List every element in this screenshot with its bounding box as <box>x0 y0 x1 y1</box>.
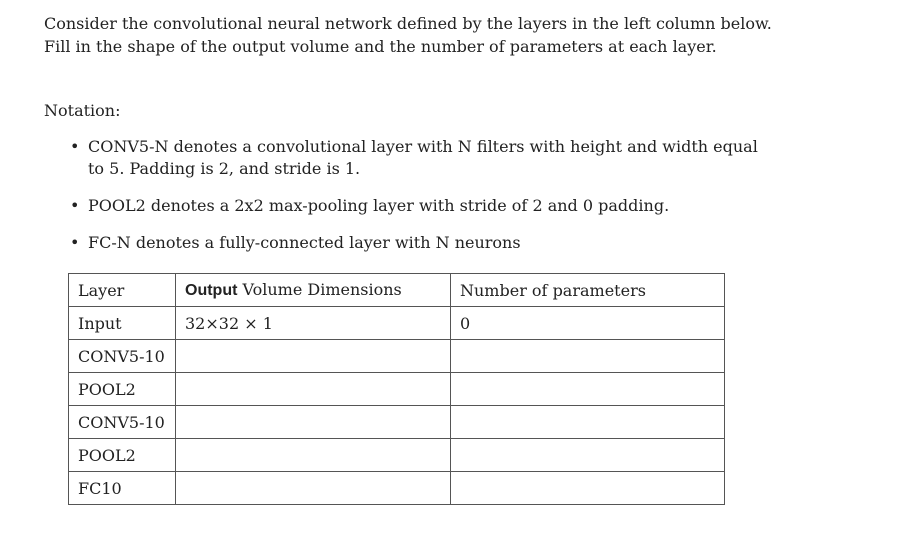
dims-cell[interactable] <box>176 340 451 373</box>
header-params: Number of parameters <box>451 274 725 307</box>
notation-item-pool <box>70 195 760 217</box>
table-row <box>69 340 725 373</box>
intro-line-1: Consider the convolutional neural network defined by the layers in the left column below. <box>44 14 772 33</box>
table-row <box>69 406 725 439</box>
notation-item-conv <box>70 136 760 180</box>
notation-item-text: FC-N denotes a fully-connected layer with N neurons <box>88 233 521 252</box>
dims-cell[interactable] <box>176 406 451 439</box>
dims-cell[interactable] <box>176 439 451 472</box>
dims-cell[interactable] <box>176 472 451 505</box>
params-cell[interactable] <box>451 439 725 472</box>
params-cell[interactable] <box>451 373 725 406</box>
bullet-icon: • <box>70 233 80 252</box>
layer-table <box>68 273 725 505</box>
table-row <box>69 307 725 340</box>
intro-line-2: Fill in the shape of the output volume and the number of parameters at each layer. <box>44 37 717 56</box>
notation-item-text: CONV5-N denotes a convolutional layer with N filters with height and width equal to 5. Padding is 2, and stride is 1. <box>88 137 758 178</box>
params-cell[interactable] <box>451 406 725 439</box>
bullet-icon: • <box>70 196 80 215</box>
layer-cell: Input <box>69 307 176 340</box>
table-header-row <box>69 274 725 307</box>
notation-heading: Notation: <box>44 101 121 120</box>
layer-cell: FC10 <box>69 472 176 505</box>
params-cell[interactable] <box>451 472 725 505</box>
table-row <box>69 373 725 406</box>
table-row <box>69 472 725 505</box>
layer-cell: POOL2 <box>69 439 176 472</box>
params-cell[interactable]: 0 <box>451 307 725 340</box>
problem-statement <box>44 12 884 58</box>
bullet-icon: • <box>70 137 80 156</box>
header-layer: Layer <box>69 274 176 307</box>
dims-cell[interactable] <box>176 373 451 406</box>
header-output-rest: Volume Dimensions <box>237 280 402 299</box>
notation-item-fc <box>70 232 760 254</box>
header-output-bold: Output <box>185 282 238 299</box>
layer-cell: POOL2 <box>69 373 176 406</box>
header-output-dims <box>176 274 451 307</box>
params-cell[interactable] <box>451 340 725 373</box>
layer-cell: CONV5-10 <box>69 406 176 439</box>
notation-item-text: POOL2 denotes a 2x2 max-pooling layer with stride of 2 and 0 padding. <box>88 196 670 215</box>
notation-list <box>70 136 760 269</box>
dims-cell[interactable]: 32×32 × 1 <box>176 307 451 340</box>
table-row <box>69 439 725 472</box>
layer-cell: CONV5-10 <box>69 340 176 373</box>
